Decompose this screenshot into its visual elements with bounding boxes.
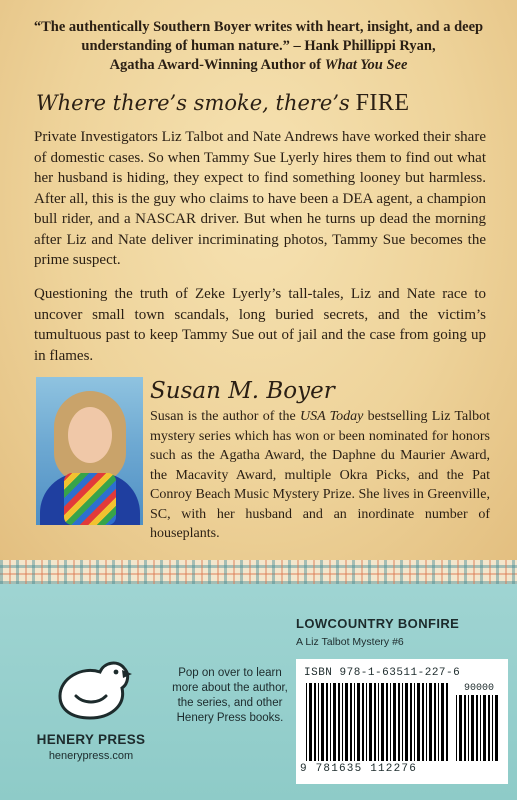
series-subtitle: A Liz Talbot Mystery #6 (296, 636, 404, 648)
barcode-bar (456, 695, 457, 761)
barcode-bar (378, 683, 379, 761)
barcode-bar (374, 683, 376, 761)
addon-barcode-icon (456, 695, 500, 761)
barcode-bar (350, 683, 352, 761)
publisher-pitch: Pop on over to learn more about the author, the series, and other Henery Press books. (172, 667, 288, 724)
barcode-bar (410, 683, 412, 761)
author-photo-face (68, 407, 112, 463)
barcode-bar (390, 683, 391, 761)
headline (36, 90, 496, 117)
barcode-bar (354, 683, 355, 761)
barcode-bar (398, 683, 400, 761)
barcode-bar (405, 683, 408, 761)
author-name: Susan M. Boyer (150, 378, 335, 404)
blurb-paragraph-1: Private Investigators Liz Talbot and Nate Andrews have worked their share of domestic cases. So when Tammy Sue Lyerly hires them to find out what her husband is hiding, they expect to find something looney but harmless. After all, this is the guy who claims to have been a DEA agent, a champion bull rider, and a NASCAR driver. But when he turns up dead the morning after Liz and Nate deliver incriminating photos, Tammy Sue becomes the prime suspect. (34, 129, 486, 268)
barcode-bar (414, 683, 415, 761)
barcode-bar (381, 683, 384, 761)
plaid-divider (0, 560, 517, 584)
barcode-bar (429, 683, 432, 761)
headline-lead: Where there’s smoke, there’s (36, 91, 350, 115)
publisher-name: HENERY PRESS (36, 732, 146, 747)
series-title: LOWCOUNTRY BONFIRE (296, 616, 460, 631)
bio-pre: Susan is the author of the (150, 409, 296, 424)
praise-quote (20, 18, 497, 75)
barcode-bar (393, 683, 396, 761)
barcode-bar (434, 683, 436, 761)
barcode-bar (306, 683, 307, 761)
barcode-bar (464, 695, 466, 761)
ean-digits: 9 781635 112276 (300, 763, 418, 775)
barcode-bar (338, 683, 340, 761)
publisher-url: henerypress.com (48, 750, 134, 762)
price-code: 90000 (463, 683, 494, 694)
barcode-bar (441, 683, 444, 761)
barcode-bar (446, 683, 448, 761)
barcode-bar (369, 683, 372, 761)
praise-credit: Agatha Award-Winning Author of (109, 57, 322, 73)
barcode-bar (471, 695, 474, 761)
headline-emphasis: FIRE (355, 90, 410, 116)
barcode-bar (318, 683, 319, 761)
barcode-bar (362, 683, 364, 761)
barcode-bar (345, 683, 348, 761)
barcode-bar (483, 695, 486, 761)
barcode-bar (492, 695, 493, 761)
isbn-text: ISBN 978-1-63511-227-6 (304, 667, 461, 679)
barcode-bar (488, 695, 490, 761)
barcode-bar (476, 695, 478, 761)
barcode-bar (459, 695, 462, 761)
barcode-bar (438, 683, 439, 761)
barcode-bar (342, 683, 343, 761)
barcode-bar (357, 683, 360, 761)
barcode-bar (468, 695, 469, 761)
barcode-bar (417, 683, 420, 761)
barcode-bar (309, 683, 312, 761)
barcode-bar (321, 683, 324, 761)
barcode-bar (480, 695, 481, 761)
author-photo-scarf (64, 473, 116, 525)
barcode-box (296, 659, 508, 784)
barcode-bar (402, 683, 403, 761)
barcode-bar (495, 695, 498, 761)
barcode-bar (326, 683, 328, 761)
blurb-paragraph-2: Questioning the truth of Zeke Lyerly’s tall-tales, Liz and Nate race to uncover small town scandals, long buried secrets, and the victim’s tumultuous past to keep Tammy Sue out of jail and the case from going up in flames. (34, 286, 486, 364)
barcode-bar (330, 683, 331, 761)
ean-barcode-icon (306, 683, 448, 761)
bio-em: USA Today (299, 409, 364, 424)
barcode-bar (426, 683, 427, 761)
barcode-bar (314, 683, 316, 761)
barcode-bar (422, 683, 424, 761)
bird-logo-icon (52, 656, 136, 722)
praise-credit-title: What You See (324, 57, 408, 73)
barcode-bar (333, 683, 336, 761)
back-cover-lower (0, 584, 517, 800)
author-photo (36, 377, 143, 525)
barcode-bar (386, 683, 388, 761)
author-bio (150, 407, 490, 544)
praise-text: “The authentically Southern Boyer writes with heart, insight, and a deep understanding of human nature.” – Hank Phillippi Ryan, (33, 19, 484, 54)
bio-post: bestselling Liz Talbot mystery series which has won or been nominated for honors such as the Agatha Award, the Daphne du Maurier Award, the Macavity Award, multiple Okra Picks, and the Pat Conroy Beach Music Mystery Prize. She lives in Greenville, SC, with her husband and an inordinate number of houseplants. (150, 409, 491, 541)
barcode-bar (366, 683, 367, 761)
